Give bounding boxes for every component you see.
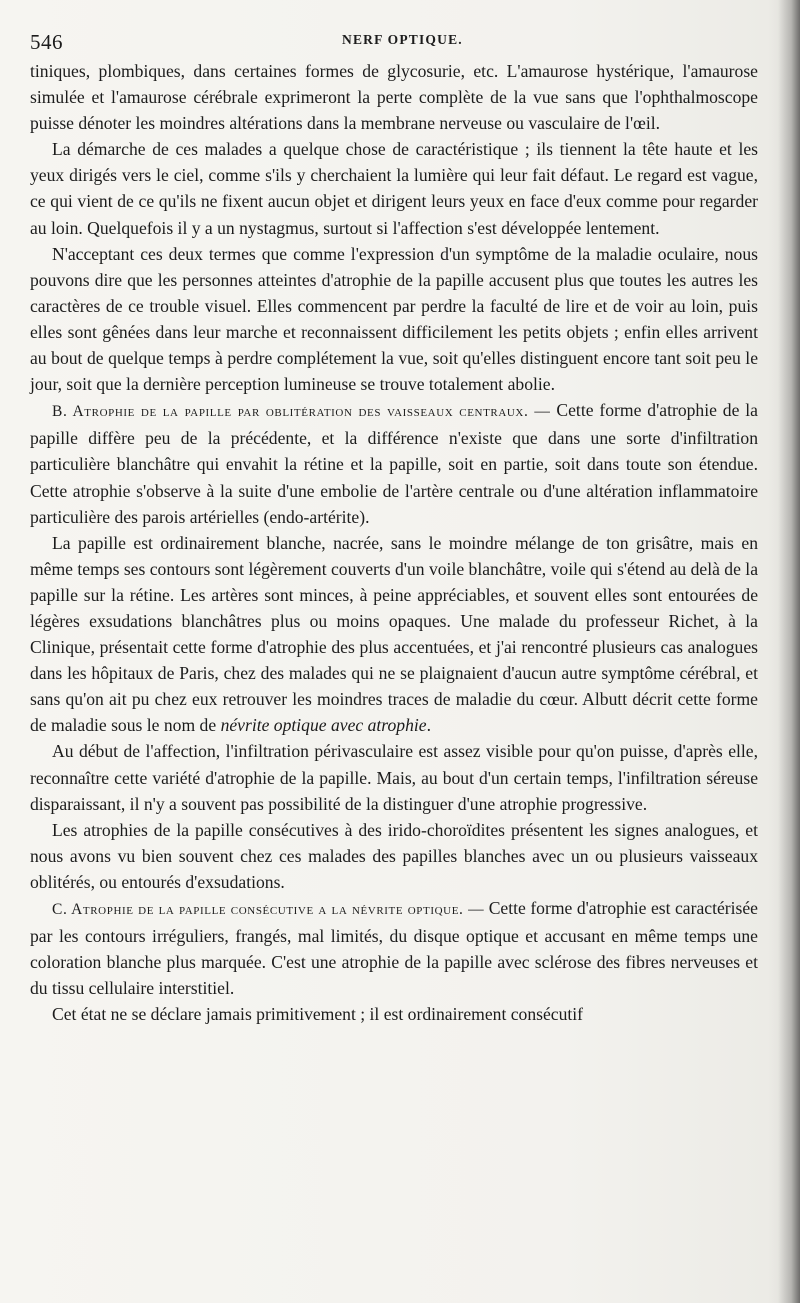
paragraph-1 — [30, 58, 758, 136]
paragraph-9 — [30, 1001, 758, 1027]
paragraph-2 — [30, 136, 758, 240]
paragraph-text: Cet état ne se déclare jamais primitivement ; il est ordinairement consécutif — [52, 1004, 584, 1025]
paragraph-text: Cette forme d'atrophie de la papille diffère peu de la précédente, et la différence n'existe que dans une sorte d'infiltration particulière blanchâtre qui envahit la rétine et la papille, soit en partie, soit dans toute son étendue. Cette atrophie s'observe à la suite d'une embolie de l'artère centrale ou d'une altération inflammatoire particulière des parois artérielles (endo-artérite). — [30, 400, 758, 527]
paragraph-text: Au début de l'affection, l'infiltration périvasculaire est assez visible pour qu'on puisse, d'après elle, reconnaître cette variété d'atrophie de la papille. Mais, au bout d'un certain temps, l'infiltration séreuse disparaissant, il n'y a souvent pas possibilité de la distinguer d'une atrophie progressive. — [30, 741, 758, 814]
page-number: 546 — [30, 30, 63, 54]
paragraph-text: N'acceptant ces deux termes que comme l'expression d'un symptôme de la maladie oculaire, nous pouvons dire que les personnes atteintes d'atrophie de la papille accusent plus que toutes les autres les caractères de ce trouble visuel. Elles commencent par perdre la faculté de lire et de voir au loin, puis elles sont gênées dans leur marche et reconnaissent difficilement les petits objets ; enfin elles arrivent au bout de quelque temps à perdre complétement la vue, soit qu'elles distinguent encore tant soit peu le jour, soit que la dernière perception lumineuse se trouve totalement abolie. — [30, 243, 758, 395]
page-edge-shadow — [778, 0, 800, 1303]
italic-term: névrite optique avec atrophie — [220, 715, 427, 736]
paragraph-text: La démarche de ces malades a quelque chose de caractéristique ; ils tiennent la tête haute et les yeux dirigés vers le ciel, comme s'ils y cherchaient la lumière qui leur fait défaut. Le regard est vague, ce qui vient de ce qu'ils ne fixent aucun objet et dirigent leurs yeux en face d'eux comme pour regarder au loin. Quelquefois il y a un nystagmus, surtout si l'affection s'est développée lentement. — [30, 139, 758, 238]
section-b — [30, 397, 758, 529]
paragraph-text: Les atrophies de la papille consécutives à des irido-choroïdites présentent les signes analogues, et nous avons vu bien souvent chez ces malades des papilles blanches avec un ou plusieurs vaisseaux oblitérés, ou entourés d'exsudations. — [30, 819, 758, 892]
paragraph-text: La papille est ordinairement blanche, nacrée, sans le moindre mélange de ton grisâtre, mais en même temps ses contours sont légèrement couverts d'un voile blanchâtre, voile qui s'étend au delà de la papille sur la rétine. Les artères sont minces, à peine appréciables, et souvent elles sont entourées de légères exsudations blanchâtres plus ou moins opaques. Une malade du professeur Richet, à la Clinique, présentait cette forme d'atrophie des plus accentuées, et j'ai rencontré plusieurs cas analogues dans les hôpitaux de Paris, chez des malades qui ne se plaignaient d'aucun autre symptôme cérébral, et sans qu'on ait pu chez eux retrouver les moindres traces de maladie du cœur. Albutt décrit cette forme de maladie sous le nom de — [30, 532, 758, 736]
paragraph-end: . — [426, 715, 431, 736]
paragraph-6 — [30, 738, 758, 816]
section-c — [30, 895, 758, 1001]
section-heading-c: C. Atrophie de la papille consécutive a la névrite optique. — — [52, 901, 485, 918]
paragraph-text: tiniques, plombiques, dans certaines formes de glycosurie, etc. L'amaurose hystérique, l'amaurose simulée et l'amaurose cérébrale exprimeront la perte complète de la vue sans que l'ophthalmoscope puisse dénoter les moindres altérations dans la membrane nerveuse ou vasculaire de l'œil. — [30, 61, 758, 134]
paragraph-text: Cette forme d'atrophie est caractérisée par les contours irréguliers, frangés, mal limités, du disque optique et accusant en même temps une coloration blanche plus marquée. C'est une atrophie de la papille avec sclérose des fibres nerveuses et du tissu cellulaire interstitiel. — [30, 898, 758, 999]
section-heading-b: B. Atrophie de la papille par oblitération des vaisseaux centraux. — — [52, 403, 551, 421]
paragraph-3 — [30, 241, 758, 398]
body-text — [30, 58, 758, 1027]
paragraph-7 — [30, 817, 758, 895]
paragraph-5 — [30, 530, 758, 739]
running-head: NERF OPTIQUE. — [342, 32, 463, 47]
page-header — [30, 22, 758, 58]
